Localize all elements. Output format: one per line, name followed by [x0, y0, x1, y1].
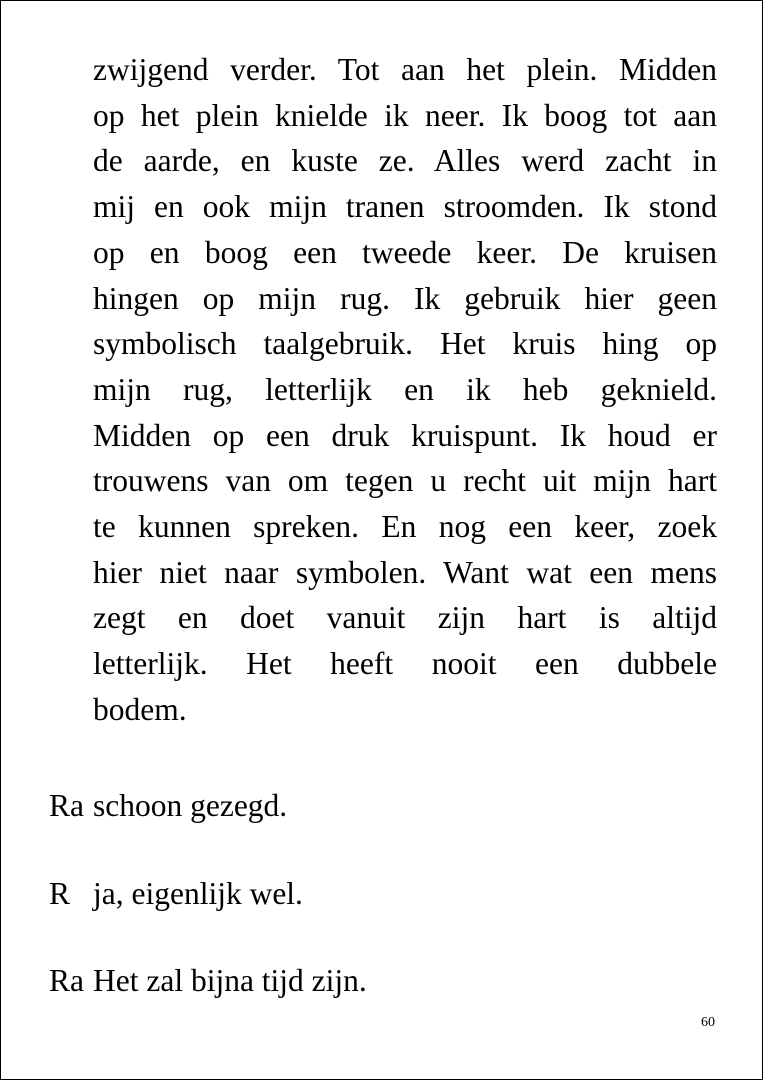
dialogue-line: [49, 961, 367, 1001]
body-paragraph: [93, 47, 717, 733]
body-line: hier niet naar symbolen. Want wat een mens: [93, 554, 717, 590]
body-line: hingen op mijn rug. Ik gebruik hier geen: [93, 280, 717, 316]
dialogue-text: Het zal bijna tijd zijn.: [93, 963, 367, 998]
speaker-label: Ra: [49, 963, 84, 998]
dialogue-text: schoon gezegd.: [93, 788, 288, 823]
speaker-label: R: [49, 876, 71, 911]
body-line: Midden op een druk kruispunt. Ik houd er: [93, 417, 717, 453]
body-line: trouwens van om tegen u recht uit mijn hart: [93, 463, 717, 499]
body-line: zwijgend verder. Tot aan het plein. Midden: [93, 52, 717, 87]
dialogue-text: ja, eigenlijk wel.: [93, 876, 303, 911]
page-number: 60: [701, 1015, 715, 1030]
body-line: op en boog een tweede keer. De kruisen: [93, 234, 717, 270]
dialogue-line: [49, 874, 303, 914]
speaker-label: Ra: [49, 788, 84, 823]
dialogue-line: [49, 786, 287, 826]
body-line: bodem.: [93, 691, 187, 727]
body-line: op het plein knielde ik neer. Ik boog tot aan: [93, 97, 717, 133]
body-line: mijn rug, letterlijk en ik heb geknield.: [93, 371, 717, 407]
body-line: te kunnen spreken. En nog een keer, zoek: [93, 509, 717, 545]
body-line: mij en ook mijn tranen stroomden. Ik stond: [93, 189, 717, 225]
body-line: letterlijk. Het heeft nooit een dubbele: [93, 646, 717, 682]
body-line: de aarde, en kuste ze. Alles werd zacht in: [93, 143, 717, 179]
body-line: zegt en doet vanuit zijn hart is altijd: [93, 600, 717, 636]
body-line: symbolisch taalgebruik. Het kruis hing op: [93, 326, 717, 362]
